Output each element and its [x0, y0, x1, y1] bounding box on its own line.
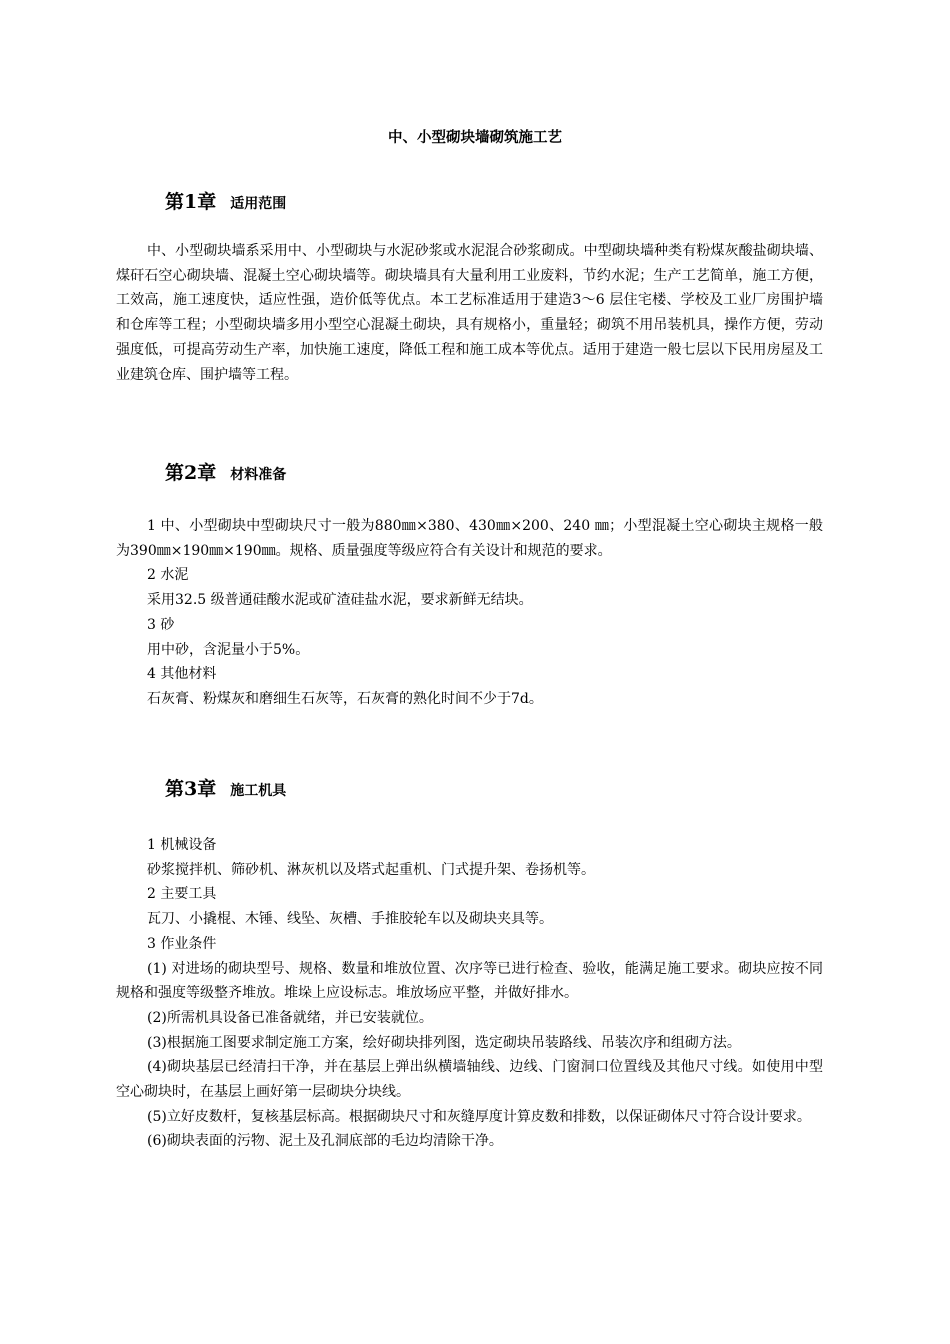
document-title: 中、小型砌块墙砌筑施工艺: [388, 130, 562, 146]
material-item-3-heading: 3 砂: [147, 616, 175, 633]
work-condition-4: (4)砌块基层已经清扫干净，并在基层上弹出纵横墙轴线、边线、门窗洞口位置线及其他尺寸线。如使用中型空心砌块时，在基层上画好第一层砌块分块线。: [116, 1059, 823, 1101]
material-item-2-text: 采用32.5 级普通硅酸水泥或矿渣硅盐水泥，要求新鲜无结块。: [147, 592, 533, 609]
work-condition-5: (5)立好皮数杆，复核基层标高。根据砌块尺寸和灰缝厚度计算皮数和排数，以保证砌体尺寸符合设计要求。: [147, 1108, 811, 1125]
material-item-2-heading: 2 水泥: [147, 567, 189, 584]
work-condition-2: (2)所需机具设备已准备就绪，并已安装就位。: [147, 1009, 433, 1026]
chapter-1-title: 适用范围: [230, 196, 287, 212]
chapter-1-paragraph: 中、小型砌块墙系采用中、小型砌块与水泥砂浆或水泥混合砂浆砌成。中型砌块墙种类有粉煤灰酸盐砌块墙、煤矸石空心砌块墙、混凝土空心砌块墙等。砌块墙具有大量利用工业废料，节约水泥；生产工艺简单，施工方便，工效高，施工速度快，适应性强，造价低等优点。本工艺标准适用于建造3～6 层住宅楼、学校及工业厂房围护墙和仓库等工程；小型砌块墙多用小型空心混凝土砌块，具有规格小，重量轻；砌筑不用吊装机具，操作方便，劳动强度低，可提高劳动生产率，加快施工速度，降低工程和施工成本等优点。适用于建造一般七层以下民用房屋及工业建筑仓库、围护墙等工程。: [116, 243, 823, 383]
material-item-3-text: 用中砂，含泥量小于5%。: [147, 641, 310, 658]
chapter-3-number: 第3章: [165, 778, 217, 800]
tools-item-3-heading: 3 作业条件: [147, 935, 217, 952]
chapter-1-body: [116, 239, 823, 387]
tools-item-1-heading: 1 机械设备: [147, 837, 217, 853]
chapter-1-number: 第1章: [165, 191, 217, 213]
tools-item-2-text: 瓦刀、小撬棍、木锤、线坠、灰槽、手推胶轮车以及砌块夹具等。: [147, 911, 553, 928]
work-condition-3: (3)根据施工图要求制定施工方案，绘好砌块排列图，选定砌块吊装路线、吊装次序和组砌方法。: [147, 1034, 741, 1051]
chapter-3-title: 施工机具: [230, 783, 287, 799]
chapter-2-title: 材料准备: [230, 467, 287, 483]
material-item-4-heading: 4 其他材料: [147, 666, 217, 683]
chapter-1-heading: [165, 187, 286, 214]
work-condition-1: (1) 对进场的砌块型号、规格、数量和堆放位置、次序等已进行检查、验收，能满足施工要求。砌块应按不同规格和强度等级整齐堆放。堆垛上应设标志。堆放场应平整，并做好排水。: [116, 960, 823, 1002]
material-item-1: 1 中、小型砌块中型砌块尺寸一般为880㎜×380、430㎜×200、240 ㎜；小型混凝土空心砌块主规格一般为390㎜×190㎜×190㎜。规格、质量强度等级应符合有关设计和规范的要求。: [116, 518, 823, 559]
work-condition-6: (6)砌块表面的污物、泥土及孔洞底部的毛边均清除干净。: [147, 1133, 503, 1150]
chapter-3-heading: [165, 774, 286, 801]
chapter-2-body: [116, 514, 823, 712]
chapter-3-body: [116, 833, 823, 1154]
material-item-4-text: 石灰膏、粉煤灰和磨细生石灰等，石灰膏的熟化时间不少于7d。: [147, 690, 543, 707]
tools-item-1-text: 砂浆搅拌机、筛砂机、淋灰机以及塔式起重机、门式提升架、卷扬机等。: [147, 861, 595, 878]
chapter-2-heading: [165, 458, 286, 485]
tools-item-2-heading: 2 主要工具: [147, 886, 217, 903]
chapter-2-number: 第2章: [165, 462, 217, 484]
